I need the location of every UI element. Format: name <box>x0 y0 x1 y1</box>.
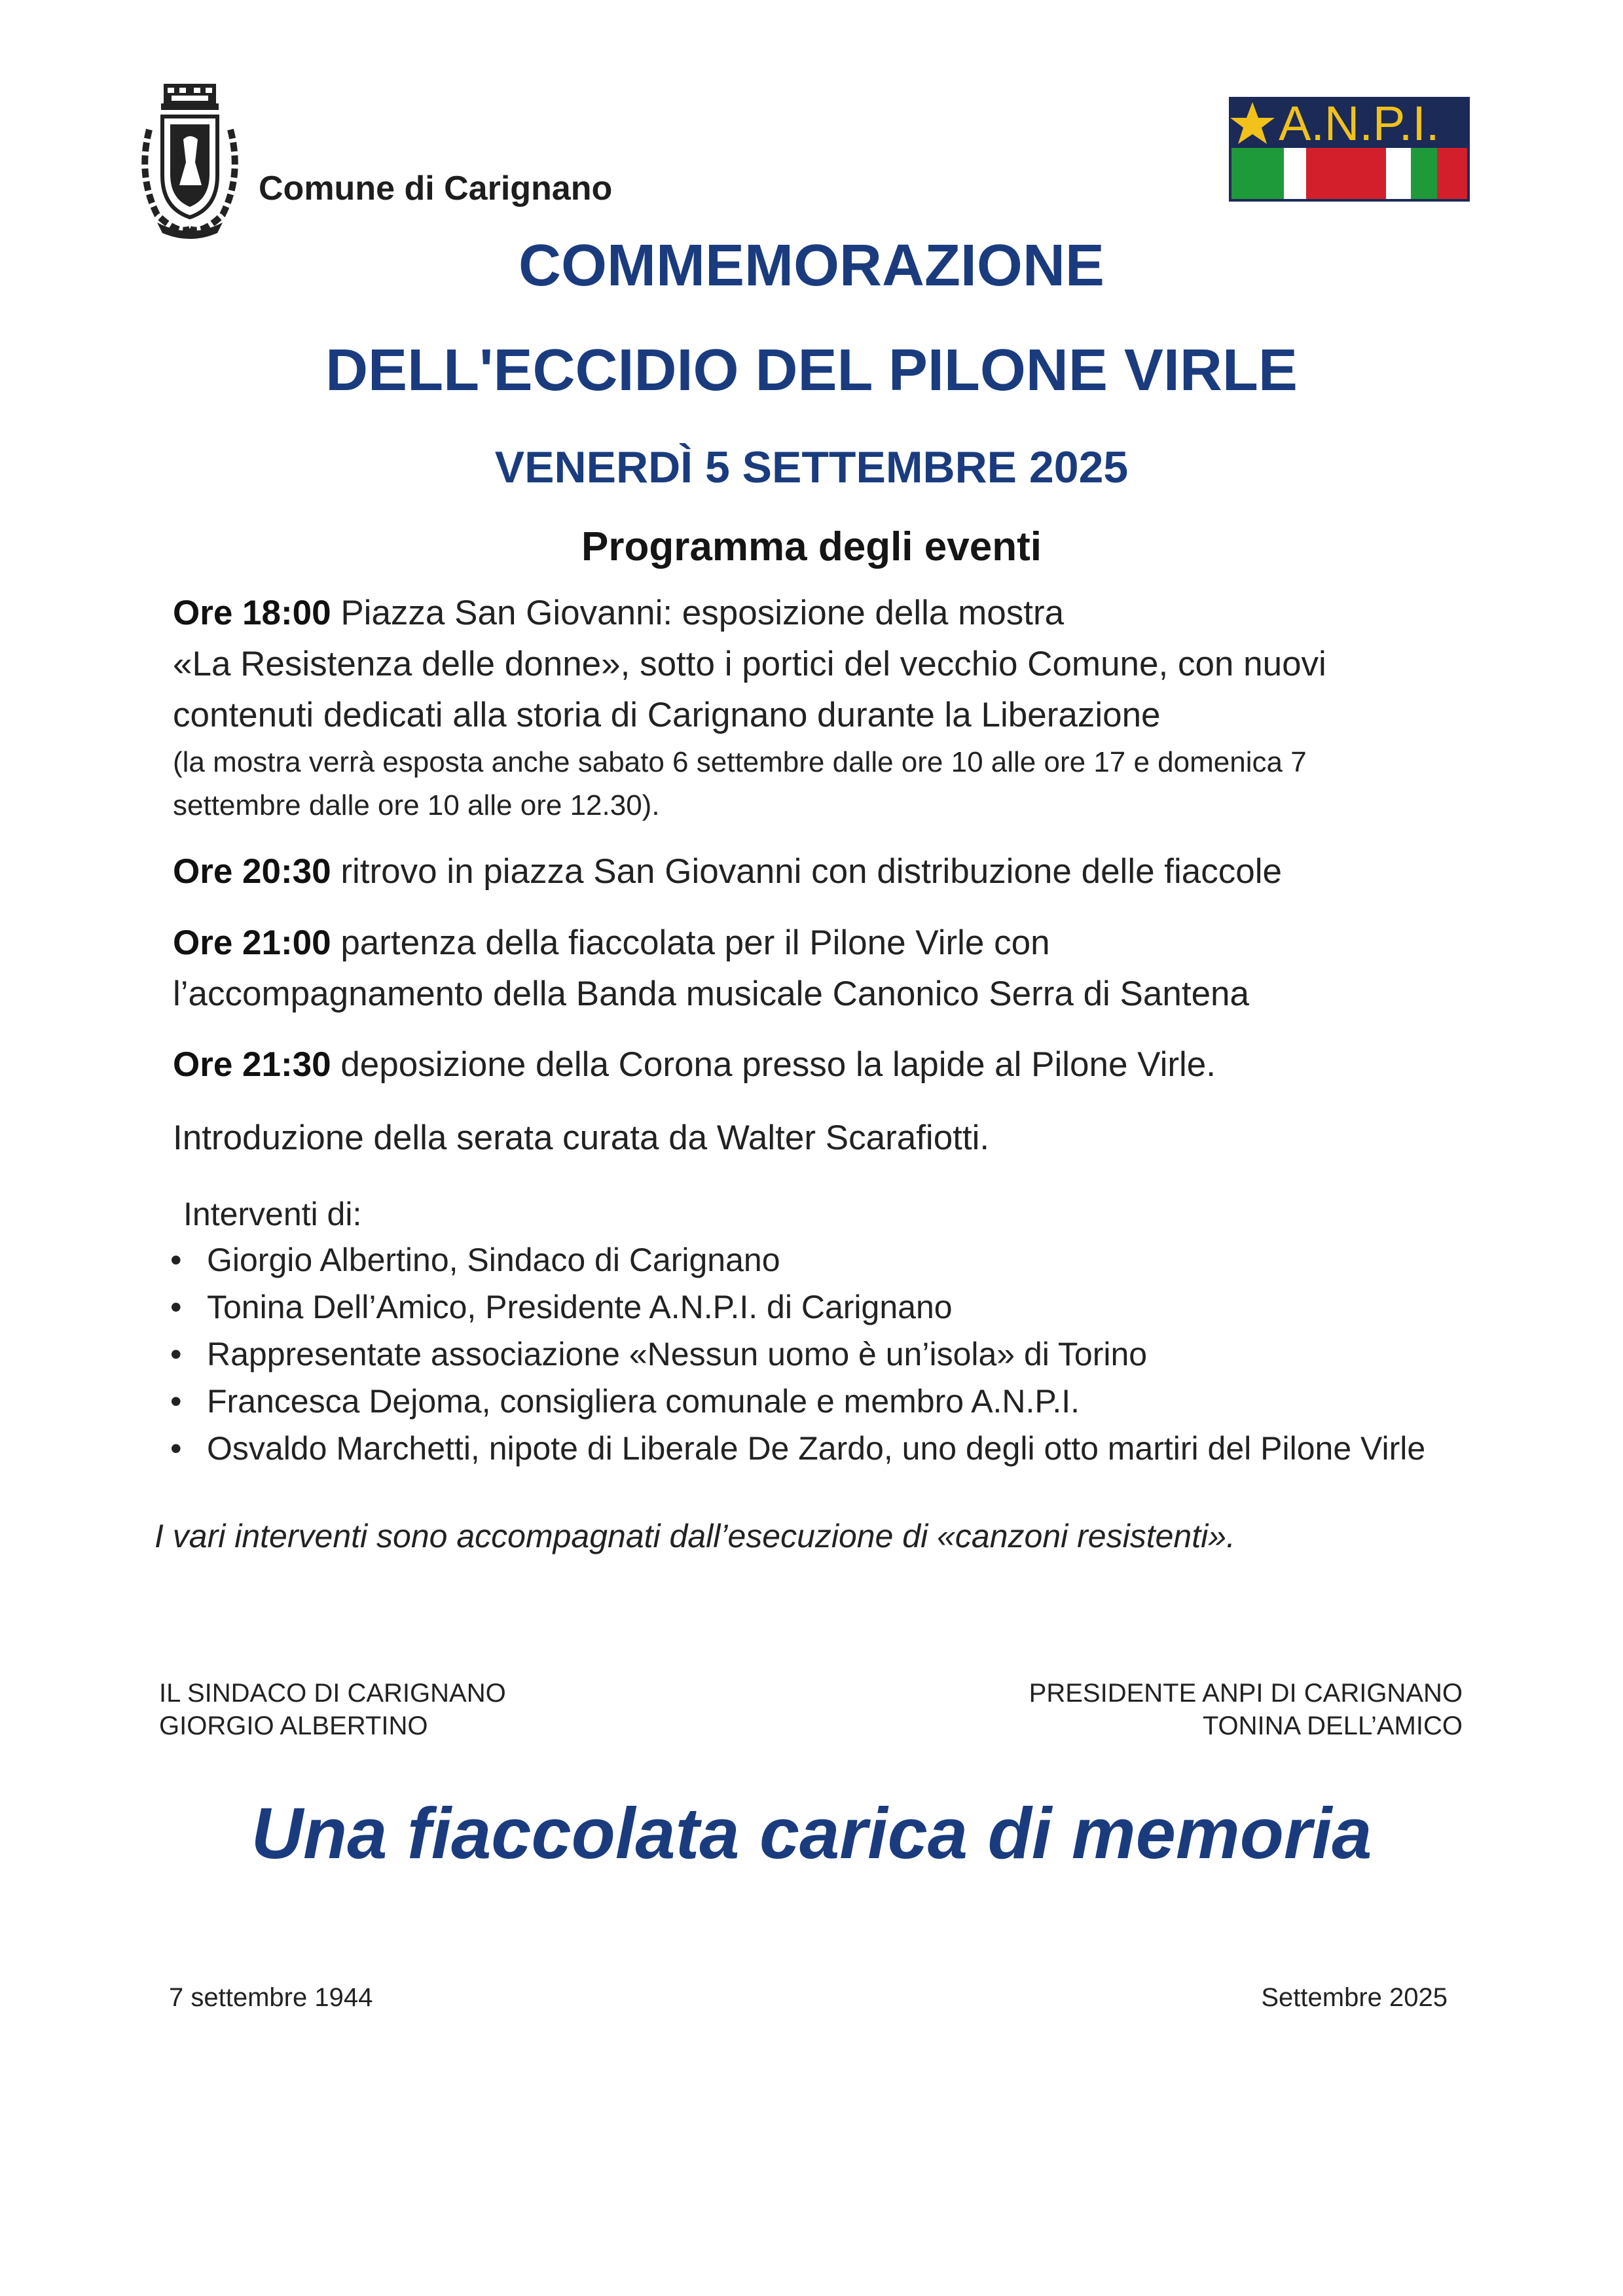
signature-anpi-president <box>1029 1677 1463 1742</box>
footer-date-right: Settembre 2025 <box>1261 1983 1448 2012</box>
event-note: (la mostra verrà esposta anche sabato 6 settembre dalle ore 10 alle ore 17 e domenica 7 <box>173 746 1307 778</box>
event-item <box>173 1039 1482 1090</box>
event-text: ritrovo in piazza San Giovanni con distribuzione delle fiaccole <box>331 852 1283 891</box>
signature-title: IL SINDACO DI CARIGNANO <box>159 1679 506 1708</box>
list-item: • Giorgio Albertino, Sindaco di Carignano <box>164 1240 1473 1280</box>
event-time: Ore 21:00 <box>173 924 331 962</box>
event-item <box>173 918 1482 1020</box>
anpi-logo <box>1229 97 1470 202</box>
event-note: settembre dalle ore 10 alle ore 12.30). <box>173 789 660 821</box>
comune-name: Comune di Carignano <box>259 170 613 207</box>
list-item: • Tonina Dell’Amico, Presidente A.N.P.I. di Carignano <box>164 1287 1473 1327</box>
event-text: deposizione della Corona presso la lapide al Pilone Virle. <box>331 1045 1216 1084</box>
signature-mayor <box>159 1677 506 1742</box>
event-item <box>173 846 1482 897</box>
event-time: Ore 20:30 <box>173 852 331 891</box>
slogan: Una fiaccolata carica di memoria <box>251 1793 1372 1874</box>
interventi-label: Interventi di: <box>183 1196 362 1232</box>
signature-title: PRESIDENTE ANPI DI CARIGNANO <box>1029 1679 1463 1708</box>
event-item <box>173 588 1482 827</box>
program-heading: Programma degli eventi <box>581 524 1042 569</box>
intro-text: Introduzione della serata curata da Walter Scarafiotti. <box>173 1119 990 1157</box>
event-text: Piazza San Giovanni: esposizione della mostra <box>331 594 1065 632</box>
event-text: contenuti dedicati alla storia di Carignano durante la Liberazione <box>173 696 1161 734</box>
event-time: Ore 21:30 <box>173 1045 331 1084</box>
speaker-list <box>164 1240 1473 1476</box>
event-date: VENERDÌ 5 SETTEMBRE 2025 <box>494 442 1129 492</box>
footer-date-left: 7 settembre 1944 <box>169 1983 373 2012</box>
signature-name: TONINA DELL’AMICO <box>1202 1712 1463 1740</box>
title-line-1: COMMEMORAZIONE <box>519 233 1104 298</box>
list-item: • Francesca Dejoma, consigliera comunale e membro A.N.P.I. <box>164 1382 1473 1421</box>
title-line-2: DELL'ECCIDIO DEL PILONE VIRLE <box>325 338 1298 403</box>
closing-note: I vari interventi sono accompagnati dall’esecuzione di «canzoni resistenti». <box>155 1518 1235 1554</box>
anpi-logo-text: A.N.P.I. <box>1279 97 1440 151</box>
event-text: l’accompagnamento della Banda musicale Canonico Serra di Santena <box>173 975 1250 1013</box>
municipal-crest-icon <box>131 77 249 241</box>
list-item: • Rappresentate associazione «Nessun uomo è un’isola» di Torino <box>164 1335 1473 1374</box>
signature-name: GIORGIO ALBERTINO <box>159 1712 428 1740</box>
event-text: partenza della fiaccolata per il Pilone Virle con <box>331 924 1050 962</box>
list-item: • Osvaldo Marchetti, nipote di Liberale De Zardo, uno degli otto martiri del Pilone Virle <box>164 1429 1451 1468</box>
event-time: Ore 18:00 <box>173 594 331 632</box>
event-text: «La Resistenza delle donne», sotto i portici del vecchio Comune, con nuovi <box>173 645 1326 683</box>
